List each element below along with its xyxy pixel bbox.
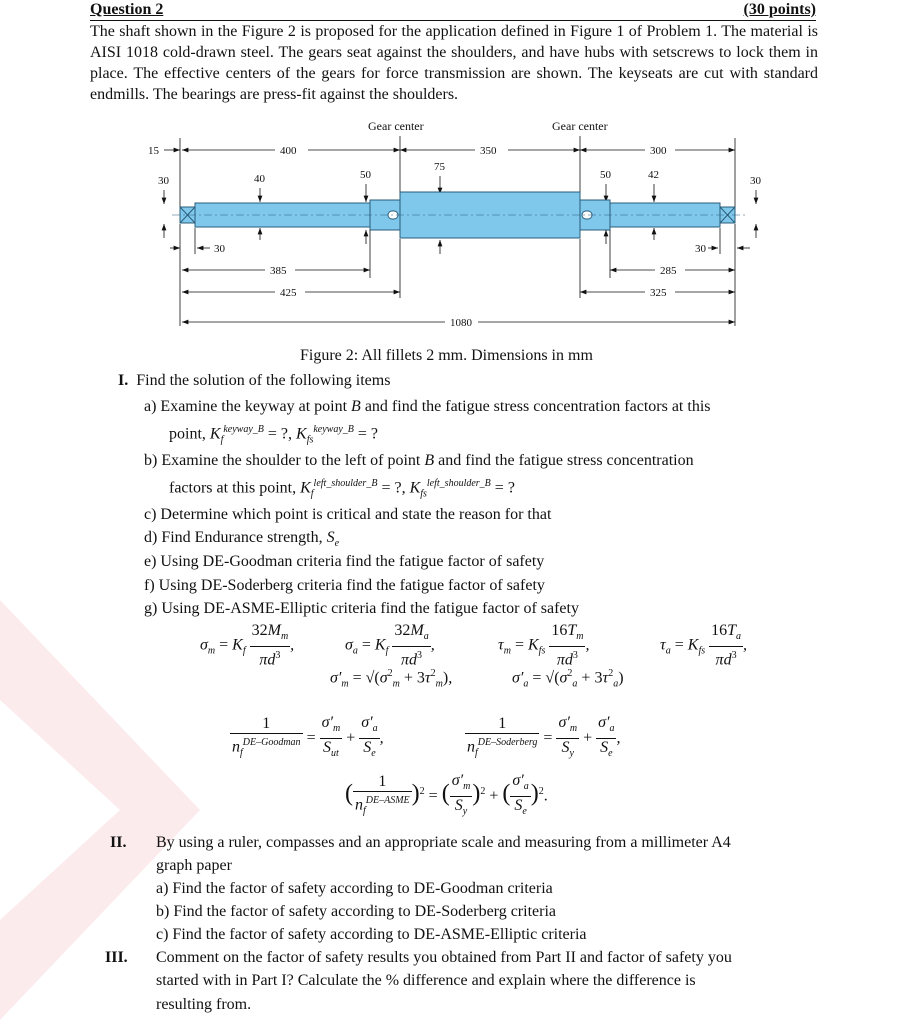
equation-sigma-a: $\sigma_a = K_f$ $\frac{32M_a}{\pi d^3}$ , xyxy=(345,622,435,669)
intro-paragraph: The shaft shown in the Figure 2 is proposed for the application defined in Figure 1 of Problem 1. The material is AISI 1018 cold-drawn steel. The gears seat against the shoulders, and have hubs with setscrews to lock them in place. The effective centers of the gears for force transmission are shown. The keyseats are cut with standard endmills. The bearings are press-fit against the shoulders. xyxy=(90,23,818,103)
dim-300: 300 xyxy=(650,145,667,157)
shaft-figure xyxy=(130,112,780,342)
part3-number: III. xyxy=(105,949,128,966)
equation-asme: ( $\frac{1}{n_f^{DE-ASME}}$ )$^2$ = ( $\frac{\sigma'_m}{S_y}$ )$^2$ + ( $\frac{\sigma'_a}{S_e}$ )$^2$. xyxy=(345,772,548,818)
dim-30-right-dia: 30 xyxy=(750,175,761,187)
equation-tau-a: $\tau_a = K_{fs}$ $\frac{16T_a}{\pi d^3}$ , xyxy=(660,622,748,669)
dim-30-left-len: 30 xyxy=(214,243,225,255)
part3-line1: Comment on the factor of safety results you obtained from Part II and factor of safety you xyxy=(156,949,732,966)
dim-50-right: 50 xyxy=(600,169,611,181)
gear-center-left-label: Gear center xyxy=(368,119,424,133)
item-b-point: B xyxy=(424,452,435,469)
dim-325: 325 xyxy=(650,287,667,299)
dim-15: 15 xyxy=(148,145,159,157)
dim-1080: 1080 xyxy=(450,317,472,329)
item-g: g) Using DE-ASME-Elliptic criteria find the fatigue factor of safety xyxy=(144,600,579,617)
dim-50-left: 50 xyxy=(360,169,371,181)
dim-285: 285 xyxy=(660,265,677,277)
part2-number: II. xyxy=(110,834,127,851)
item-d: d) Find Endurance strength, $S_e$ xyxy=(144,529,340,550)
item-f: f) Using DE-Soderberg criteria find the fatigue factor of safety xyxy=(144,577,545,594)
part3-line2: started with in Part I? Calculate the % difference and explain where the difference is xyxy=(156,972,696,989)
item-b-rest: and find the fatigue stress concentration xyxy=(438,452,694,469)
gear-center-right-label: Gear center xyxy=(552,119,608,133)
dim-30-right-len: 30 xyxy=(695,243,706,255)
dim-75: 75 xyxy=(434,161,445,173)
item-a-rest: and find the fatigue stress concentration factors at this xyxy=(364,398,711,415)
dim-30-left-dia: 30 xyxy=(158,175,169,187)
item-a-line2: point, $K_f^{keyway\_B}$ = ?, $K_{fs}^{keyway\_B}$ = ? xyxy=(169,424,379,446)
dim-42: 42 xyxy=(648,169,659,181)
equation-sigma-a-prime: $\sigma'_a = √(\sigma^2_a + 3\tau^2_a)$ xyxy=(512,668,624,690)
dim-400: 400 xyxy=(280,145,297,157)
item-a xyxy=(144,398,711,416)
equation-sigma-m: $\sigma_m = K_f$ $\frac{32M_m}{\pi d^3}$ , xyxy=(200,622,295,669)
dim-40: 40 xyxy=(254,173,265,185)
equation-tau-m: $\tau_m = K_{fs}$ $\frac{16T_m}{\pi d^3}$ , xyxy=(498,622,590,669)
question-title: Question 2 xyxy=(90,1,164,18)
figure-caption: Figure 2: All fillets 2 mm. Dimensions in mm xyxy=(300,347,593,364)
part2-c: c) Find the factor of safety according to DE-ASME-Elliptic criteria xyxy=(156,926,587,943)
item-d-text: d) Find Endurance strength, xyxy=(144,529,323,546)
part2-line2: graph paper xyxy=(156,857,232,874)
item-c: c) Determine which point is critical and state the reason for that xyxy=(144,506,552,523)
part1-number: I. xyxy=(118,372,129,389)
item-a-text: a) Examine the keyway at point xyxy=(144,398,348,415)
item-b-text: b) Examine the shoulder to the left of point xyxy=(144,452,421,469)
item-e: e) Using DE-Goodman criteria find the fatigue factor of safety xyxy=(144,553,545,570)
item-a-point: B xyxy=(351,398,361,415)
item-b2-text: factors at this point, xyxy=(169,479,297,497)
part2-b: b) Find the factor of safety according to DE-Soderberg criteria xyxy=(156,903,556,920)
equation-goodman: $\frac{1}{n_f^{DE-Goodman}}$ = $\frac{\sigma'_m}{S_{ut}}$ + $\frac{\sigma'_a}{S_e}$ , xyxy=(232,714,384,760)
equation-soderberg: $\frac{1}{n_f^{DE-Soderberg}}$ = $\frac{\sigma'_m}{S_y}$ + $\frac{\sigma'_a}{S_e}$ , xyxy=(467,714,621,760)
dim-385: 385 xyxy=(270,265,287,277)
dim-425: 425 xyxy=(280,287,297,299)
part1-heading xyxy=(118,372,390,390)
part3-line3: resulting from. xyxy=(156,996,252,1013)
dim-350: 350 xyxy=(480,145,497,157)
item-b-line2: factors at this point, $K_f^{left\_shoulder\_B}$ = ?, $K_{fs}^{left\_shoulder\_B}$ = ? xyxy=(169,478,515,500)
part2-line1: By using a ruler, compasses and an appropriate scale and measuring from a millimeter A4 xyxy=(156,834,731,851)
part2-a: a) Find the factor of safety according to DE-Goodman criteria xyxy=(156,880,553,897)
equation-sigma-m-prime: $\sigma'_m = √(\sigma^2_m + 3\tau^2_m)$, xyxy=(330,668,453,690)
question-points: (30 points) xyxy=(743,1,816,18)
question-header xyxy=(90,2,816,21)
item-a2-text: point, xyxy=(169,425,206,443)
part1-title: Find the solution of the following items xyxy=(136,372,391,389)
item-b xyxy=(144,452,694,470)
